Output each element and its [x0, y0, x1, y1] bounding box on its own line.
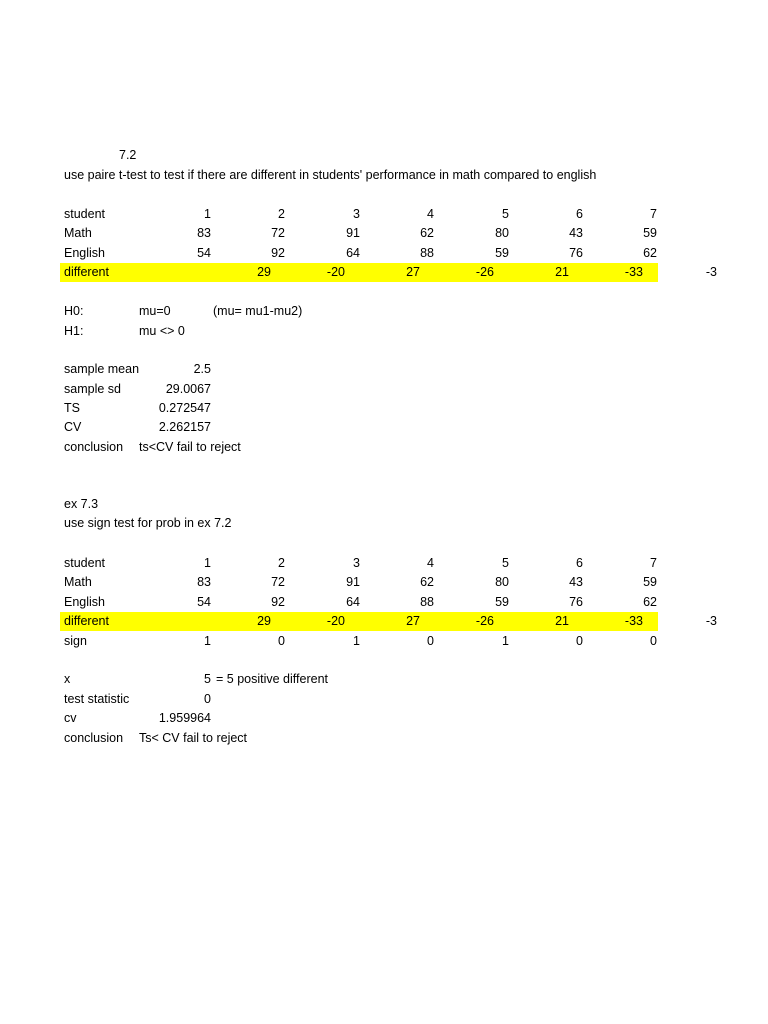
table-cell: 62	[643, 595, 657, 609]
table-cell: 59	[495, 246, 509, 260]
stat-row	[0, 399, 768, 418]
table-cell: 2	[278, 556, 285, 570]
table-cell: 3	[353, 556, 360, 570]
stat-label: sample sd	[64, 382, 121, 396]
ts-value: 0	[204, 692, 211, 706]
stat-value: 0.272547	[158, 401, 211, 415]
table-cell: -3	[705, 614, 717, 628]
x-label: x	[64, 672, 71, 686]
table-cell: 27	[406, 614, 420, 628]
table-cell: 0	[576, 634, 583, 648]
stat-label: CV	[64, 420, 82, 434]
table-cell: -26	[475, 265, 494, 279]
table-cell: 91	[346, 226, 360, 240]
table-cell: 54	[197, 595, 211, 609]
h0-value: mu=0	[139, 304, 171, 318]
table-cell: 3	[353, 207, 360, 221]
table-cell: 43	[569, 226, 583, 240]
table-row	[0, 554, 768, 573]
x-value: 5	[204, 672, 211, 686]
exercise-number: 7.2	[119, 148, 137, 162]
table-cell: 6	[576, 207, 583, 221]
table-row	[0, 205, 768, 224]
table-cell: 21	[555, 614, 569, 628]
table-row	[0, 573, 768, 592]
table-cell: 0	[427, 634, 434, 648]
table-cell: 1	[204, 634, 211, 648]
h0-line	[0, 302, 768, 321]
table-cell: 29	[257, 265, 271, 279]
table-cell: 0	[278, 634, 285, 648]
table-cell: 62	[420, 226, 434, 240]
table-row	[0, 224, 768, 243]
table-cell: 1	[353, 634, 360, 648]
conclusion-row	[0, 438, 768, 457]
ts-row	[0, 690, 768, 709]
table-cell: -20	[326, 614, 345, 628]
x-row	[0, 670, 768, 689]
exercise-title: use sign test for prob in ex 7.2	[64, 516, 232, 530]
table-cell: 64	[346, 246, 360, 260]
table-cell: 80	[495, 575, 509, 589]
row-label: different	[64, 265, 109, 279]
conclusion-value: ts<CV fail to reject	[139, 440, 241, 454]
table-cell: 2	[278, 207, 285, 221]
table-cell: 54	[197, 246, 211, 260]
table-cell: 4	[427, 556, 434, 570]
stat-value: 2.5	[193, 362, 211, 376]
table-cell: 7	[650, 207, 657, 221]
conclusion-label: conclusion	[64, 731, 124, 745]
cv-row	[0, 709, 768, 728]
table-cell: -20	[326, 265, 345, 279]
table-cell: 59	[643, 575, 657, 589]
table-cell: 88	[420, 595, 434, 609]
table-cell: 72	[271, 226, 285, 240]
h1-label: H1:	[64, 324, 84, 338]
stat-row	[0, 380, 768, 399]
table-cell: 21	[555, 265, 569, 279]
stat-row	[0, 418, 768, 437]
table-cell: 91	[346, 575, 360, 589]
table-cell: 83	[197, 226, 211, 240]
table-cell: 1	[204, 556, 211, 570]
h0-label: H0:	[64, 304, 84, 318]
table-cell: 4	[427, 207, 434, 221]
cv-label: cv	[64, 711, 77, 725]
table-cell: 59	[643, 226, 657, 240]
table-cell: 43	[569, 575, 583, 589]
table-cell: 6	[576, 556, 583, 570]
table-cell: 59	[495, 595, 509, 609]
table-cell: 92	[271, 595, 285, 609]
table-cell: 76	[569, 246, 583, 260]
table-row	[0, 244, 768, 263]
table-cell: 1	[502, 634, 509, 648]
row-label: English	[64, 595, 105, 609]
table-cell: -26	[475, 614, 494, 628]
table-cell: 5	[502, 207, 509, 221]
table-cell: 64	[346, 595, 360, 609]
highlighted-difference-row	[60, 263, 717, 282]
table-cell: 88	[420, 246, 434, 260]
table-cell: 0	[650, 634, 657, 648]
table-cell: 92	[271, 246, 285, 260]
h0-note: (mu= mu1-mu2)	[213, 304, 303, 318]
row-label: student	[64, 207, 106, 221]
table-cell: 80	[495, 226, 509, 240]
row-label: student	[64, 556, 106, 570]
table-row	[0, 632, 768, 651]
table-row	[0, 593, 768, 612]
conclusion-value: Ts< CV fail to reject	[139, 731, 248, 745]
exercise-heading: ex 7.3	[64, 497, 99, 511]
row-label: sign	[64, 634, 87, 648]
cv-value: 1.959964	[158, 711, 211, 725]
stat-label: TS	[64, 401, 80, 415]
stat-value: 2.262157	[158, 420, 211, 434]
table-cell: 1	[204, 207, 211, 221]
x-note: = 5 positive different	[216, 672, 328, 686]
table-cell: -33	[624, 265, 643, 279]
table-cell: 27	[406, 265, 420, 279]
stat-value: 29.0067	[165, 382, 211, 396]
stat-row	[0, 360, 768, 379]
row-label: different	[64, 614, 109, 628]
ts-label: test statistic	[64, 692, 130, 706]
row-label: Math	[64, 575, 92, 589]
table-cell: 76	[569, 595, 583, 609]
table-cell: 83	[197, 575, 211, 589]
table-cell: 29	[257, 614, 271, 628]
conclusion-row	[0, 729, 768, 748]
conclusion-label: conclusion	[64, 440, 124, 454]
table-cell: -33	[624, 614, 643, 628]
table-cell: 5	[502, 556, 509, 570]
table-cell: 7	[650, 556, 657, 570]
table-cell: -3	[705, 265, 717, 279]
h1-line	[0, 322, 768, 341]
row-label: English	[64, 246, 105, 260]
highlighted-difference-row	[60, 612, 717, 631]
table-cell: 72	[271, 575, 285, 589]
row-label: Math	[64, 226, 92, 240]
exercise-title: use paire t-test to test if there are different in students' performance in math compared to english	[64, 168, 597, 182]
h1-value: mu <> 0	[139, 324, 185, 338]
stat-label: sample mean	[64, 362, 139, 376]
table-cell: 62	[420, 575, 434, 589]
table-cell: 62	[643, 246, 657, 260]
